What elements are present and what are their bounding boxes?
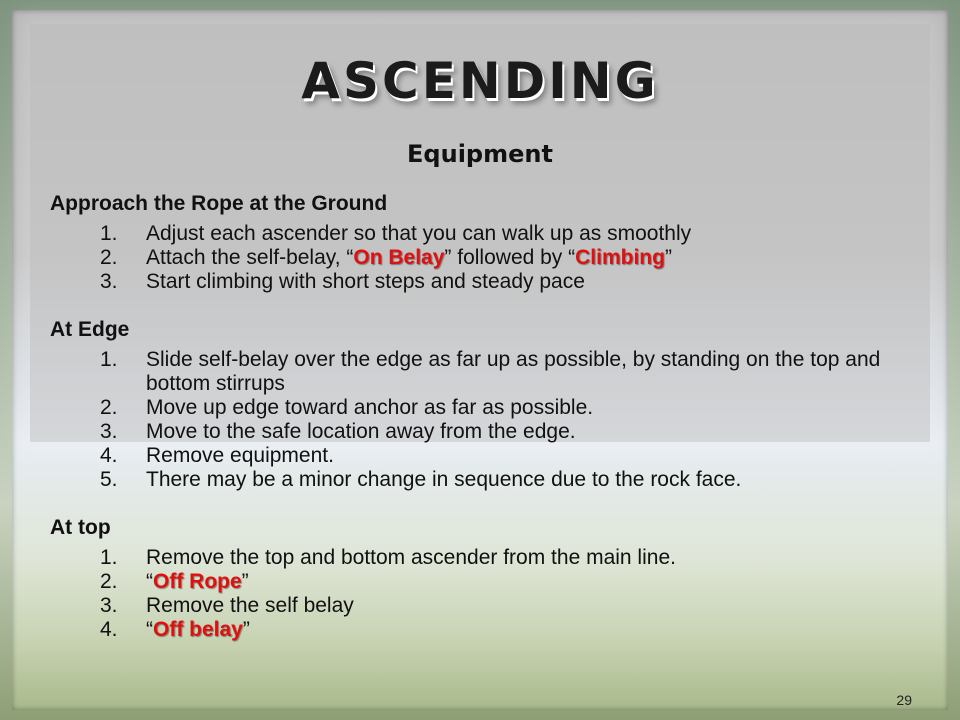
list-item-text: “ [146,570,153,593]
list-item-number: 4. [100,444,118,467]
list-item-text: ” [242,618,250,641]
section-heading: At top [50,516,111,539]
list-item [50,594,930,618]
list-item [50,618,930,642]
section [50,318,930,492]
list-item-text: Remove the top and bottom ascender from the main line. [146,546,676,569]
highlighted-command: On Belay [353,246,445,269]
list-item-number: 3. [100,594,118,617]
list-item-number: 2. [100,570,118,593]
numbered-list [50,546,930,642]
page-number: 29 [896,692,912,708]
list-item [50,420,930,444]
slide-title: ASCENDING [301,52,659,110]
slide-content [50,192,930,666]
slide-subtitle: Equipment [407,140,553,168]
list-item-text: There may be a minor change in sequence due to the rock face. [146,468,742,491]
list-item-text: ” followed by “ [444,246,576,269]
list-item [50,270,930,294]
list-item-text: Adjust each ascender so that you can walk up as smoothly [146,222,692,245]
list-item-number: 3. [100,420,118,443]
list-item [50,546,930,570]
section [50,192,930,294]
list-item [50,444,930,468]
list-item-text: ” [241,570,249,593]
section [50,516,930,642]
list-item-text: “ [146,618,153,641]
list-item-number: 1. [100,222,118,245]
numbered-list [50,222,930,294]
list-item-text: Start climbing with short steps and steady pace [146,270,585,293]
list-item-text: Slide self-belay over the edge as far up as possible, by standing on the top and bottom stirrups [146,348,881,395]
list-item [50,348,930,396]
highlighted-command: Off Rope [153,570,242,593]
list-item [50,246,930,270]
list-item-text: ” [664,246,672,269]
list-item [50,468,930,492]
highlighted-command: Off belay [153,618,243,641]
section-heading: At Edge [50,318,130,341]
list-item [50,222,930,246]
list-item-text: Remove the self belay [146,594,354,617]
list-item-number: 2. [100,246,118,269]
list-item [50,570,930,594]
list-item-text: Attach the self-belay, “ [146,246,354,269]
list-item [50,396,930,420]
list-item-number: 4. [100,618,118,641]
list-item-number: 3. [100,270,118,293]
section-heading: Approach the Rope at the Ground [50,192,388,215]
list-item-number: 1. [100,348,118,371]
numbered-list [50,348,930,492]
list-item-number: 5. [100,468,118,491]
list-item-text: Remove equipment. [146,444,334,467]
list-item-text: Move up edge toward anchor as far as possible. [146,396,594,419]
highlighted-command: Climbing [575,246,665,269]
list-item-text: Move to the safe location away from the edge. [146,420,576,443]
list-item-number: 2. [100,396,118,419]
list-item-number: 1. [100,546,118,569]
